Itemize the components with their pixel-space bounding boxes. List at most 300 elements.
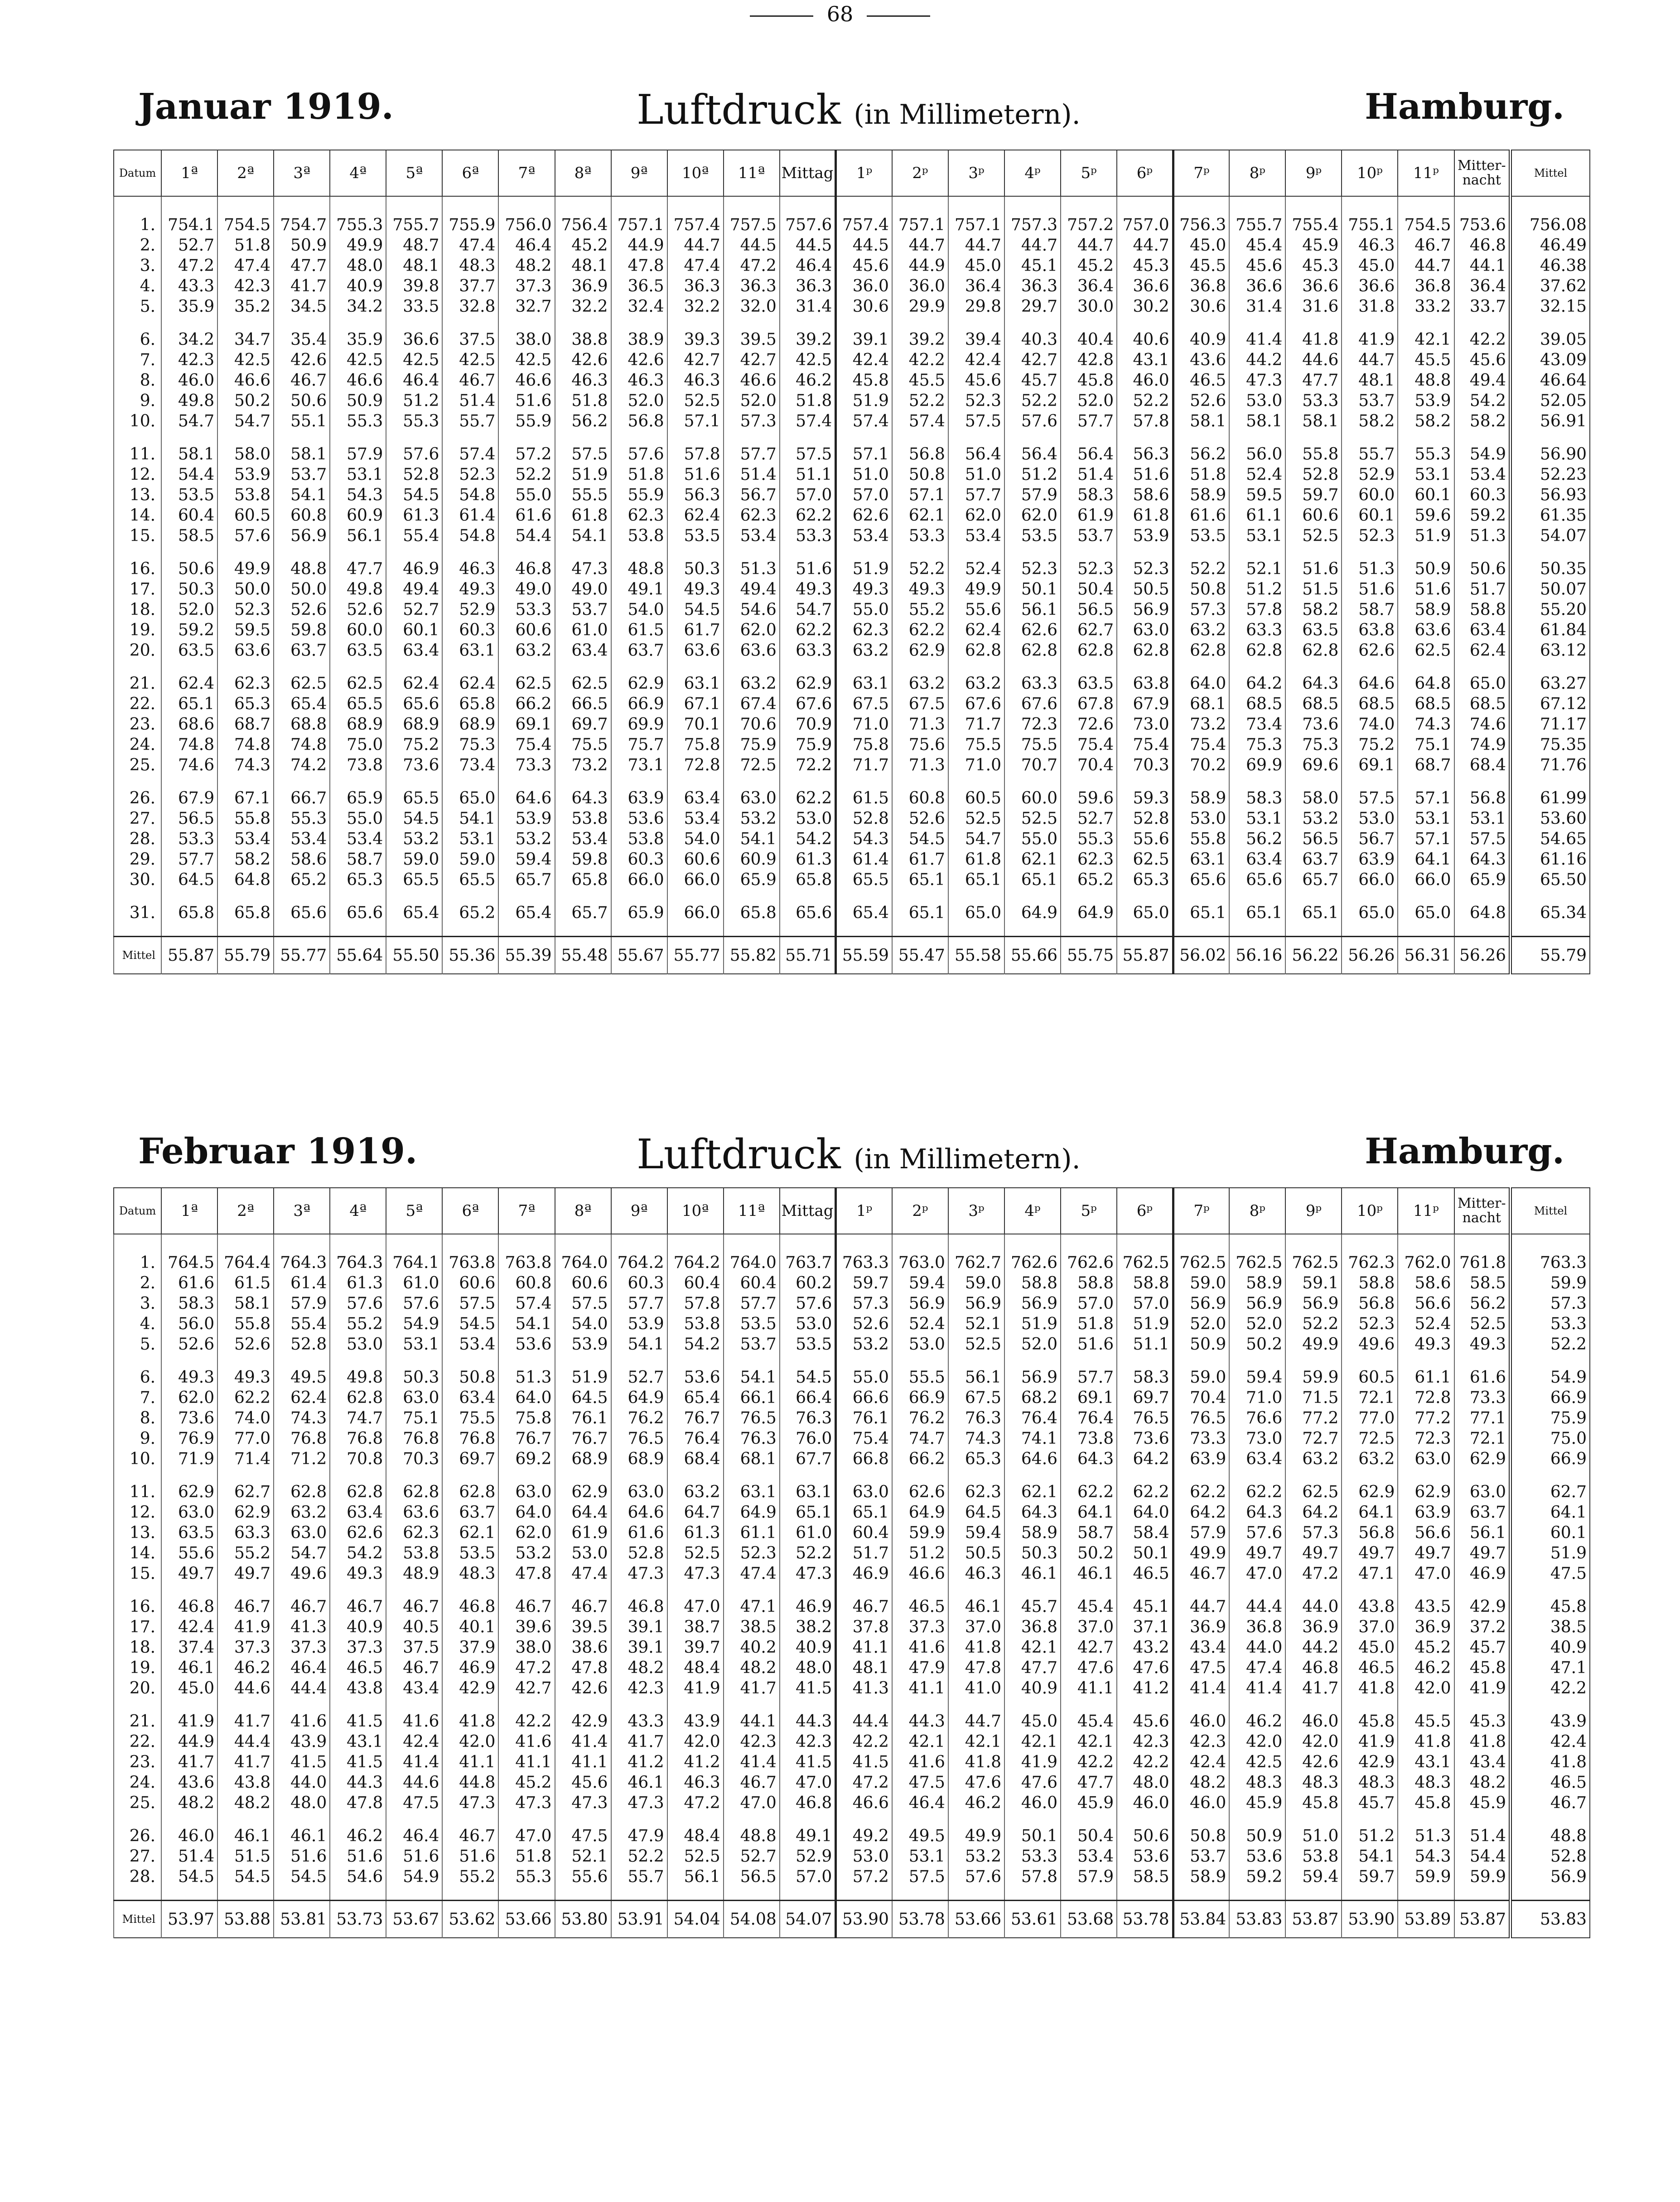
daily-mean-cell: 48.8 xyxy=(1511,1826,1590,1846)
pressure-cell: 57.2 xyxy=(836,1867,892,1887)
pressure-cell: 57.4 xyxy=(892,411,948,431)
pressure-cell: 52.8 xyxy=(611,1543,667,1563)
pressure-cell: 757.4 xyxy=(667,215,724,235)
pressure-cell: 41.6 xyxy=(274,1711,330,1732)
pressure-cell: 54.5 xyxy=(217,1867,274,1887)
pressure-cell: 56.8 xyxy=(892,444,948,465)
pressure-cell: 54.3 xyxy=(1398,1846,1454,1867)
pressure-cell: 52.4 xyxy=(892,1314,948,1334)
pressure-cell: 36.3 xyxy=(667,276,724,296)
pressure-cell: 76.4 xyxy=(1061,1408,1117,1428)
pressure-cell: 37.0 xyxy=(1061,1617,1117,1637)
pressure-cell: 63.0 xyxy=(724,788,780,808)
pressure-cell: 75.5 xyxy=(442,1408,498,1428)
pressure-cell: 77.0 xyxy=(217,1428,274,1449)
pressure-cell: 47.5 xyxy=(1173,1658,1229,1678)
table-row xyxy=(114,1772,1590,1793)
pressure-cell: 37.3 xyxy=(892,1617,948,1637)
pressure-cell: 76.2 xyxy=(611,1408,667,1428)
pressure-cell: 63.0 xyxy=(611,1482,667,1502)
date-cell: 2. xyxy=(114,1273,161,1293)
pressure-cell: 68.1 xyxy=(1173,694,1229,714)
pressure-cell: 44.7 xyxy=(948,235,1004,256)
pressure-cell: 753.6 xyxy=(1454,215,1511,235)
pressure-cell: 43.4 xyxy=(1454,1752,1511,1772)
pressure-cell: 41.2 xyxy=(667,1752,724,1772)
pressure-cell: 764.2 xyxy=(611,1253,667,1273)
pressure-cell: 762.7 xyxy=(948,1253,1004,1273)
pressure-cell: 48.2 xyxy=(161,1793,217,1813)
pressure-cell: 50.9 xyxy=(274,235,330,256)
pressure-cell: 68.7 xyxy=(1398,755,1454,775)
date-cell: 23. xyxy=(114,1752,161,1772)
pressure-cell: 44.7 xyxy=(892,235,948,256)
pressure-cell: 62.9 xyxy=(892,640,948,661)
pressure-cell: 47.3 xyxy=(667,1563,724,1584)
pressure-cell: 38.6 xyxy=(555,1637,611,1658)
pressure-cell: 52.5 xyxy=(948,1334,1004,1355)
pressure-cell: 55.0 xyxy=(1004,829,1061,849)
pressure-cell: 51.1 xyxy=(780,465,836,485)
pressure-cell: 31.6 xyxy=(1285,296,1342,317)
daily-mean-cell: 43.09 xyxy=(1511,350,1590,370)
pressure-cell: 54.7 xyxy=(274,1543,330,1563)
pressure-cell: 76.5 xyxy=(611,1428,667,1449)
pressure-cell: 32.2 xyxy=(667,296,724,317)
column-header: Mittag xyxy=(780,150,836,196)
date-cell: 26. xyxy=(114,788,161,808)
pressure-cell: 60.5 xyxy=(217,505,274,526)
pressure-cell: 55.3 xyxy=(330,411,386,431)
pressure-cell: 55.59 xyxy=(836,937,892,974)
pressure-cell: 49.4 xyxy=(386,579,442,600)
table-row xyxy=(114,1793,1590,1813)
pressure-cell: 47.6 xyxy=(1117,1658,1173,1678)
pressure-cell: 63.4 xyxy=(330,1502,386,1523)
pressure-cell: 70.4 xyxy=(1173,1388,1229,1408)
pressure-cell: 54.3 xyxy=(330,485,386,505)
pressure-cell: 67.9 xyxy=(1117,694,1173,714)
pressure-cell: 51.6 xyxy=(667,465,724,485)
pressure-cell: 47.3 xyxy=(555,559,611,579)
pressure-cell: 62.2 xyxy=(780,620,836,640)
pressure-cell: 65.9 xyxy=(330,788,386,808)
pressure-cell: 62.0 xyxy=(948,505,1004,526)
february-pressure-table xyxy=(113,1187,1590,1938)
pressure-cell: 65.2 xyxy=(442,903,498,923)
pressure-cell: 48.4 xyxy=(667,1826,724,1846)
pressure-cell: 58.8 xyxy=(1454,600,1511,620)
pressure-cell: 52.3 xyxy=(948,391,1004,411)
pressure-cell: 64.1 xyxy=(1398,849,1454,870)
pressure-cell: 74.7 xyxy=(330,1408,386,1428)
pressure-cell: 52.9 xyxy=(780,1846,836,1867)
pressure-cell: 44.5 xyxy=(780,235,836,256)
daily-mean-cell: 61.99 xyxy=(1511,788,1590,808)
daily-mean-cell: 51.9 xyxy=(1511,1543,1590,1563)
pressure-cell: 53.8 xyxy=(1285,1846,1342,1867)
pressure-cell: 57.8 xyxy=(1117,411,1173,431)
pressure-cell: 43.8 xyxy=(330,1678,386,1699)
pressure-cell: 50.8 xyxy=(1173,579,1229,600)
pressure-cell: 45.6 xyxy=(555,1772,611,1793)
daily-mean-cell: 54.9 xyxy=(1511,1367,1590,1388)
pressure-cell: 54.0 xyxy=(611,600,667,620)
pressure-cell: 64.2 xyxy=(1229,673,1285,694)
pressure-cell: 48.2 xyxy=(1454,1772,1511,1793)
pressure-cell: 65.0 xyxy=(442,788,498,808)
pressure-cell: 51.9 xyxy=(555,1367,611,1388)
date-cell: 17. xyxy=(114,1617,161,1637)
pressure-cell: 62.9 xyxy=(217,1502,274,1523)
pressure-cell: 49.3 xyxy=(667,579,724,600)
pressure-cell: 53.0 xyxy=(1342,808,1398,829)
pressure-cell: 37.8 xyxy=(836,1617,892,1637)
pressure-cell: 41.0 xyxy=(948,1678,1004,1699)
pressure-cell: 42.1 xyxy=(1398,329,1454,350)
pressure-cell: 74.2 xyxy=(274,755,330,775)
daily-mean-cell: 42.2 xyxy=(1511,1678,1590,1699)
pressure-cell: 58.3 xyxy=(161,1293,217,1314)
pressure-cell: 61.1 xyxy=(724,1523,780,1543)
pressure-cell: 757.5 xyxy=(724,215,780,235)
pressure-cell: 45.0 xyxy=(1004,1711,1061,1732)
pressure-cell: 60.6 xyxy=(498,620,555,640)
date-cell: 5. xyxy=(114,1334,161,1355)
pressure-cell: 62.8 xyxy=(1229,640,1285,661)
pressure-cell: 53.9 xyxy=(1117,526,1173,546)
pressure-cell: 755.1 xyxy=(1342,215,1398,235)
pressure-cell: 46.8 xyxy=(611,1597,667,1617)
pressure-cell: 52.0 xyxy=(1061,391,1117,411)
pressure-cell: 64.2 xyxy=(1117,1449,1173,1469)
pressure-cell: 48.1 xyxy=(836,1658,892,1678)
pressure-cell: 63.3 xyxy=(1229,620,1285,640)
pressure-cell: 68.9 xyxy=(386,714,442,735)
pressure-cell: 65.1 xyxy=(1285,903,1342,923)
pressure-cell: 60.0 xyxy=(330,620,386,640)
pressure-cell: 66.8 xyxy=(836,1449,892,1469)
date-cell: 24. xyxy=(114,1772,161,1793)
pressure-cell: 49.3 xyxy=(780,579,836,600)
pressure-cell: 52.2 xyxy=(1004,391,1061,411)
pressure-cell: 56.31 xyxy=(1398,937,1454,974)
date-cell: 31. xyxy=(114,903,161,923)
pressure-cell: 56.2 xyxy=(555,411,611,431)
table-row xyxy=(114,1408,1590,1428)
pressure-cell: 46.7 xyxy=(498,1597,555,1617)
pressure-cell: 76.3 xyxy=(780,1408,836,1428)
date-cell: 23. xyxy=(114,714,161,735)
pressure-cell: 50.9 xyxy=(1229,1826,1285,1846)
pressure-cell: 36.8 xyxy=(1004,1617,1061,1637)
pressure-cell: 64.3 xyxy=(1061,1449,1117,1469)
pressure-cell: 74.3 xyxy=(274,1408,330,1428)
pressure-cell: 43.4 xyxy=(386,1678,442,1699)
pressure-cell: 55.2 xyxy=(330,1314,386,1334)
pressure-cell: 51.2 xyxy=(1342,1826,1398,1846)
pressure-cell: 64.5 xyxy=(555,1388,611,1408)
daily-mean-cell: 75.9 xyxy=(1511,1408,1590,1428)
pressure-cell: 42.0 xyxy=(1398,1678,1454,1699)
pressure-cell: 59.3 xyxy=(1117,788,1173,808)
pressure-cell: 42.0 xyxy=(1229,1732,1285,1752)
pressure-cell: 53.5 xyxy=(1173,526,1229,546)
pressure-cell: 72.5 xyxy=(1342,1428,1398,1449)
table-row xyxy=(114,694,1590,714)
pressure-cell: 42.1 xyxy=(1061,1732,1117,1752)
table-row xyxy=(114,903,1590,923)
pressure-cell: 46.5 xyxy=(1342,1658,1398,1678)
pressure-cell: 55.79 xyxy=(217,937,274,974)
pressure-cell: 50.2 xyxy=(1229,1334,1285,1355)
mean-row xyxy=(114,937,1590,974)
pressure-cell: 64.6 xyxy=(498,788,555,808)
pressure-cell: 62.5 xyxy=(330,673,386,694)
pressure-cell: 62.4 xyxy=(667,505,724,526)
pressure-cell: 77.0 xyxy=(1342,1408,1398,1428)
pressure-cell: 764.5 xyxy=(161,1253,217,1273)
pressure-cell: 57.4 xyxy=(442,444,498,465)
pressure-cell: 66.0 xyxy=(667,870,724,890)
pressure-cell: 75.6 xyxy=(892,735,948,755)
pressure-cell: 65.2 xyxy=(1061,870,1117,890)
pressure-cell: 52.5 xyxy=(1004,808,1061,829)
pressure-cell: 75.8 xyxy=(836,735,892,755)
pressure-cell: 58.1 xyxy=(1285,411,1342,431)
daily-mean-cell: 64.1 xyxy=(1511,1502,1590,1523)
pressure-cell: 56.2 xyxy=(1229,829,1285,849)
pressure-cell: 47.8 xyxy=(611,256,667,276)
header-row xyxy=(114,1188,1590,1234)
pressure-cell: 46.6 xyxy=(498,370,555,391)
january-pressure-table xyxy=(113,150,1590,974)
column-header: 11ᵖ xyxy=(1398,150,1454,196)
pressure-cell: 55.9 xyxy=(611,485,667,505)
pressure-cell: 55.7 xyxy=(611,1867,667,1887)
pressure-cell: 76.7 xyxy=(498,1428,555,1449)
pressure-cell: 53.6 xyxy=(1229,1846,1285,1867)
pressure-cell: 42.9 xyxy=(1454,1597,1511,1617)
daily-mean-cell: 50.07 xyxy=(1511,579,1590,600)
pressure-cell: 56.5 xyxy=(1285,829,1342,849)
pressure-cell: 46.5 xyxy=(1173,370,1229,391)
february-header xyxy=(0,1131,1680,1190)
pressure-cell: 58.3 xyxy=(1229,788,1285,808)
pressure-cell: 63.8 xyxy=(1117,673,1173,694)
date-cell: 29. xyxy=(114,849,161,870)
pressure-cell: 53.3 xyxy=(161,829,217,849)
pressure-cell: 65.5 xyxy=(330,694,386,714)
pressure-cell: 41.7 xyxy=(161,1752,217,1772)
pressure-cell: 63.0 xyxy=(274,1523,330,1543)
pressure-cell: 49.6 xyxy=(1342,1334,1398,1355)
pressure-cell: 56.4 xyxy=(948,444,1004,465)
pressure-cell: 46.6 xyxy=(892,1563,948,1584)
pressure-cell: 59.4 xyxy=(1285,1867,1342,1887)
pressure-cell: 53.3 xyxy=(892,526,948,546)
pressure-cell: 41.5 xyxy=(780,1678,836,1699)
pressure-cell: 58.1 xyxy=(217,1293,274,1314)
pressure-cell: 63.2 xyxy=(1342,1449,1398,1469)
pressure-cell: 51.0 xyxy=(948,465,1004,485)
pressure-cell: 61.6 xyxy=(161,1273,217,1293)
pressure-cell: 70.1 xyxy=(667,714,724,735)
pressure-cell: 50.8 xyxy=(892,465,948,485)
pressure-cell: 44.4 xyxy=(217,1732,274,1752)
pressure-cell: 42.6 xyxy=(555,1678,611,1699)
pressure-cell: 42.9 xyxy=(442,1678,498,1699)
pressure-cell: 62.8 xyxy=(948,640,1004,661)
pressure-cell: 59.2 xyxy=(161,620,217,640)
pressure-cell: 63.3 xyxy=(217,1523,274,1543)
pressure-cell: 757.2 xyxy=(1061,215,1117,235)
pressure-cell: 31.4 xyxy=(1229,296,1285,317)
daily-mean-cell: 756.08 xyxy=(1511,215,1590,235)
pressure-cell: 46.0 xyxy=(161,1826,217,1846)
date-cell: 11. xyxy=(114,444,161,465)
pressure-cell: 46.7 xyxy=(330,1597,386,1617)
table-row xyxy=(114,1563,1590,1584)
date-cell: 10. xyxy=(114,411,161,431)
pressure-cell: 29.8 xyxy=(948,296,1004,317)
pressure-cell: 52.6 xyxy=(892,808,948,829)
column-header: Datum xyxy=(114,1188,161,1234)
pressure-cell: 64.3 xyxy=(1285,673,1342,694)
pressure-cell: 61.8 xyxy=(555,505,611,526)
pressure-cell: 52.3 xyxy=(1342,526,1398,546)
pressure-cell: 34.5 xyxy=(274,296,330,317)
daily-mean-cell: 66.9 xyxy=(1511,1388,1590,1408)
column-header: 7ᵖ xyxy=(1173,1188,1229,1234)
pressure-cell: 71.3 xyxy=(892,714,948,735)
pressure-cell: 60.9 xyxy=(724,849,780,870)
pressure-cell: 55.7 xyxy=(1342,444,1398,465)
pressure-cell: 59.7 xyxy=(1285,485,1342,505)
pressure-cell: 76.3 xyxy=(948,1408,1004,1428)
pressure-cell: 61.0 xyxy=(555,620,611,640)
table-row xyxy=(114,235,1590,256)
pressure-cell: 63.0 xyxy=(1454,1482,1511,1502)
pressure-cell: 45.9 xyxy=(1454,1793,1511,1813)
pressure-cell: 53.0 xyxy=(836,1846,892,1867)
pressure-cell: 42.0 xyxy=(442,1732,498,1752)
pressure-cell: 62.2 xyxy=(1229,1482,1285,1502)
pressure-cell: 48.7 xyxy=(386,235,442,256)
pressure-cell: 63.9 xyxy=(1173,1449,1229,1469)
pressure-cell: 46.6 xyxy=(217,370,274,391)
pressure-cell: 57.5 xyxy=(780,444,836,465)
pressure-cell: 53.0 xyxy=(330,1334,386,1355)
pressure-cell: 65.1 xyxy=(1173,903,1229,923)
pressure-cell: 61.3 xyxy=(330,1273,386,1293)
pressure-cell: 59.0 xyxy=(1173,1367,1229,1388)
daily-mean-cell: 52.8 xyxy=(1511,1846,1590,1867)
pressure-cell: 53.3 xyxy=(498,600,555,620)
pressure-cell: 53.1 xyxy=(1229,808,1285,829)
pressure-cell: 51.8 xyxy=(498,1846,555,1867)
date-cell: 21. xyxy=(114,673,161,694)
pressure-cell: 58.5 xyxy=(161,526,217,546)
date-cell: 21. xyxy=(114,1711,161,1732)
pressure-cell: 62.8 xyxy=(442,1482,498,1502)
pressure-cell: 63.9 xyxy=(1398,1502,1454,1523)
pressure-cell: 42.2 xyxy=(1117,1752,1173,1772)
pressure-cell: 52.5 xyxy=(667,391,724,411)
pressure-cell: 47.9 xyxy=(611,1826,667,1846)
pressure-cell: 57.7 xyxy=(948,485,1004,505)
pressure-cell: 45.3 xyxy=(1454,1711,1511,1732)
pressure-cell: 42.9 xyxy=(555,1711,611,1732)
pressure-cell: 62.4 xyxy=(442,673,498,694)
pressure-cell: 69.7 xyxy=(555,714,611,735)
pressure-cell: 76.4 xyxy=(1004,1408,1061,1428)
pressure-cell: 76.8 xyxy=(386,1428,442,1449)
pressure-cell: 48.3 xyxy=(1285,1772,1342,1793)
pressure-cell: 44.3 xyxy=(892,1711,948,1732)
pressure-cell: 70.2 xyxy=(1173,755,1229,775)
pressure-cell: 76.8 xyxy=(330,1428,386,1449)
pressure-cell: 35.4 xyxy=(274,329,330,350)
pressure-cell: 39.5 xyxy=(555,1617,611,1637)
pressure-cell: 57.9 xyxy=(1061,1867,1117,1887)
pressure-cell: 47.0 xyxy=(498,1826,555,1846)
pressure-cell: 53.5 xyxy=(161,485,217,505)
pressure-cell: 44.0 xyxy=(274,1772,330,1793)
pressure-cell: 43.3 xyxy=(611,1711,667,1732)
pressure-cell: 59.6 xyxy=(1398,505,1454,526)
pressure-cell: 61.8 xyxy=(1117,505,1173,526)
pressure-cell: 42.3 xyxy=(217,276,274,296)
pressure-cell: 64.7 xyxy=(667,1502,724,1523)
pressure-cell: 42.4 xyxy=(1173,1752,1229,1772)
daily-mean-cell: 66.9 xyxy=(1511,1449,1590,1469)
pressure-cell: 49.3 xyxy=(836,579,892,600)
pressure-cell: 59.9 xyxy=(892,1523,948,1543)
pressure-cell: 56.4 xyxy=(1004,444,1061,465)
table-row xyxy=(114,788,1590,808)
pressure-cell: 64.0 xyxy=(498,1502,555,1523)
pressure-cell: 56.3 xyxy=(667,485,724,505)
pressure-cell: 48.2 xyxy=(1173,1772,1229,1793)
pressure-cell: 52.7 xyxy=(611,1367,667,1388)
pressure-cell: 53.91 xyxy=(611,1901,667,1938)
pressure-cell: 64.6 xyxy=(611,1502,667,1523)
pressure-cell: 52.2 xyxy=(1173,559,1229,579)
pressure-cell: 48.2 xyxy=(611,1658,667,1678)
pressure-cell: 36.5 xyxy=(611,276,667,296)
pressure-cell: 75.7 xyxy=(611,735,667,755)
pressure-cell: 52.2 xyxy=(498,465,555,485)
pressure-cell: 49.1 xyxy=(611,579,667,600)
pressure-cell: 55.87 xyxy=(161,937,217,974)
pressure-cell: 57.0 xyxy=(780,485,836,505)
pressure-cell: 59.9 xyxy=(1285,1367,1342,1388)
pressure-cell: 52.8 xyxy=(1117,808,1173,829)
pressure-cell: 68.5 xyxy=(1342,694,1398,714)
pressure-cell: 42.3 xyxy=(1173,1732,1229,1752)
pressure-cell: 40.2 xyxy=(724,1637,780,1658)
pressure-cell: 49.9 xyxy=(1285,1334,1342,1355)
pressure-cell: 50.3 xyxy=(667,559,724,579)
pressure-cell: 66.1 xyxy=(724,1388,780,1408)
pressure-cell: 55.6 xyxy=(161,1543,217,1563)
pressure-cell: 53.4 xyxy=(948,526,1004,546)
pressure-cell: 757.3 xyxy=(1004,215,1061,235)
pressure-cell: 51.8 xyxy=(780,391,836,411)
pressure-cell: 55.3 xyxy=(1061,829,1117,849)
pressure-cell: 42.4 xyxy=(948,350,1004,370)
